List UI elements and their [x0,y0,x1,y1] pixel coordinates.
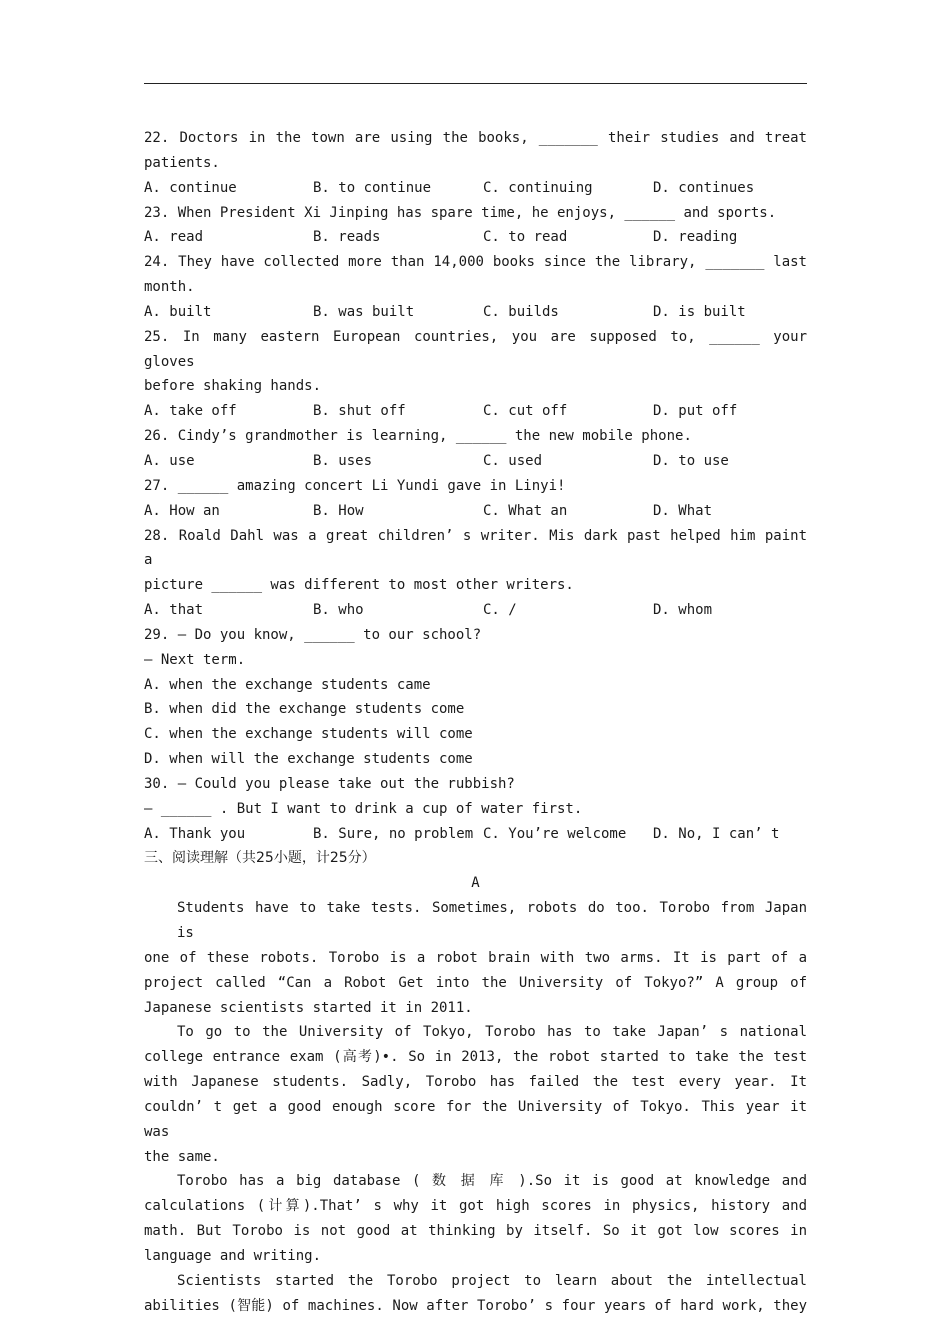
question-text-line: 24. They have collected more than 14,000 books since the library, _______ last [144,254,807,271]
passage-paragraph-3 [144,1169,807,1268]
question-text-line: before shaking hands. [144,378,322,395]
section-title: 三、阅读理解（共25小题，计25分） [144,850,376,867]
option-d: D. No, I can’ t [653,825,780,842]
passage-line: Japanese scientists started it in 2011. [144,999,473,1016]
question-22 [144,126,807,201]
option-b: B. uses [313,452,373,469]
question-text-line: 29. — Do you know, ______ to our school? [144,626,482,643]
option-d: D. put off [653,403,738,420]
option-a: A. built [144,303,212,320]
question-text-line: 23. When President Xi Jinping has spare time, he enjoys, ______ and sports. [144,204,777,221]
answer-options [144,176,807,201]
option-b: B. when did the exchange students come [144,701,465,718]
passage-paragraph-1 [144,896,807,1020]
question-27 [144,474,807,524]
question-26 [144,424,807,474]
option-b: B. was built [313,303,415,320]
question-text-line: 27. ______ amazing concert Li Yundi gave in Linyi! [144,477,566,494]
passage-line: with Japanese students. Sadly, Torobo has failed the test every year. It [144,1074,807,1091]
answer-options [144,822,807,847]
question-text-line: picture ______ was different to most other writers. [144,577,574,594]
option-c: C. when the exchange students will come [144,726,473,743]
passage-line: college entrance exam (高考)•. So in 2013, the robot started to take the test [144,1049,807,1066]
question-text-line: 28. Roald Dahl was a great children’ s writer. Mis dark past helped him paint a [144,527,807,569]
option-d: D. is built [653,303,746,320]
passage-line: math. But Torobo is not good at thinking by itself. So it got low scores in [144,1223,807,1240]
question-23 [144,201,807,251]
option-a: A. use [144,452,195,469]
option-d: D. to use [653,452,729,469]
passage-line: Scientists started the Torobo project to learn about the intellectual [177,1272,807,1289]
option-b: B. Sure, no problem [313,825,474,842]
option-c: C. to read [483,229,568,246]
option-d: D. when will the exchange students come [144,751,473,768]
option-c: C. cut off [483,403,568,420]
question-text-line: — ______ . But I want to drink a cup of water first. [144,800,583,817]
passage-line: To go to the University of Tokyo, Torobo has to take Japan’ s national [177,1024,807,1041]
passage-paragraph-4 [144,1269,807,1319]
answer-options [144,300,807,325]
passage-line: language and writing. [144,1247,322,1264]
option-b: B. who [313,602,364,619]
option-d: D. whom [653,602,713,619]
passage-line: couldn’ t get a good enough score for the University of Tokyo. This year it was [144,1098,807,1140]
option-c: C. What an [483,502,568,519]
page-content [144,126,807,1319]
question-24 [144,250,807,325]
option-c: C. continuing [483,179,593,196]
option-a: A. Thank you [144,825,246,842]
passage-line: abilities (智能) of machines. Now after Torobo’ s four years of hard work, they [144,1297,807,1314]
passage-label: A [471,875,480,892]
answer-options [144,449,807,474]
option-c: C. builds [483,303,559,320]
passage-line: project called “Can a Robot Get into the University of Tokyo?” A group of [144,974,807,991]
answer-options [144,598,807,623]
option-b: B. How [313,502,364,519]
option-a: A. when the exchange students came [144,676,431,693]
passage-line: Students have to take tests. Sometimes, robots do too. Torobo from Japan is [177,900,807,941]
question-text-line: 26. Cindy’s grandmother is learning, ______ the new mobile phone. [144,428,692,445]
header-rule [144,83,807,84]
option-d: D. What [653,502,713,519]
question-30 [144,772,807,847]
passage-line: calculations (计算).That’ s why it got high scores in physics, history and [144,1198,807,1215]
question-text-line: patients. [144,154,220,171]
option-d: D. reading [653,229,738,246]
passage-line: Torobo has a big database ( 数 据 库 ).So it is good at knowledge and [177,1173,807,1190]
option-b: B. to continue [313,179,432,196]
option-a: A. take off [144,403,237,420]
passage-line: the same. [144,1148,220,1165]
option-a: A. read [144,229,204,246]
passage-paragraph-2 [144,1020,807,1169]
question-text-line: 25. In many eastern European countries, you are supposed to, ______ your gloves [144,328,807,370]
passage-line: one of these robots. Torobo is a robot brain with two arms. It is part of a [144,949,807,966]
question-28 [144,524,807,623]
question-text-line: 30. — Could you please take out the rubbish? [144,775,515,792]
option-b: B. reads [313,229,381,246]
answer-options [144,399,807,424]
option-d: D. continues [653,179,755,196]
question-text-line: — Next term. [144,651,246,668]
question-25 [144,325,807,424]
question-29 [144,623,807,772]
question-text-line: 22. Doctors in the town are using the books, _______ their studies and treat [144,130,807,146]
option-c: C. / [483,602,517,619]
option-a: A. continue [144,179,237,196]
answer-options [144,499,807,524]
option-c: C. You’re welcome [483,825,627,842]
option-c: C. used [483,452,543,469]
option-b: B. shut off [313,403,406,420]
option-a: A. How an [144,502,220,519]
question-text-line: month. [144,279,195,296]
answer-options [144,225,807,250]
option-a: A. that [144,602,204,619]
